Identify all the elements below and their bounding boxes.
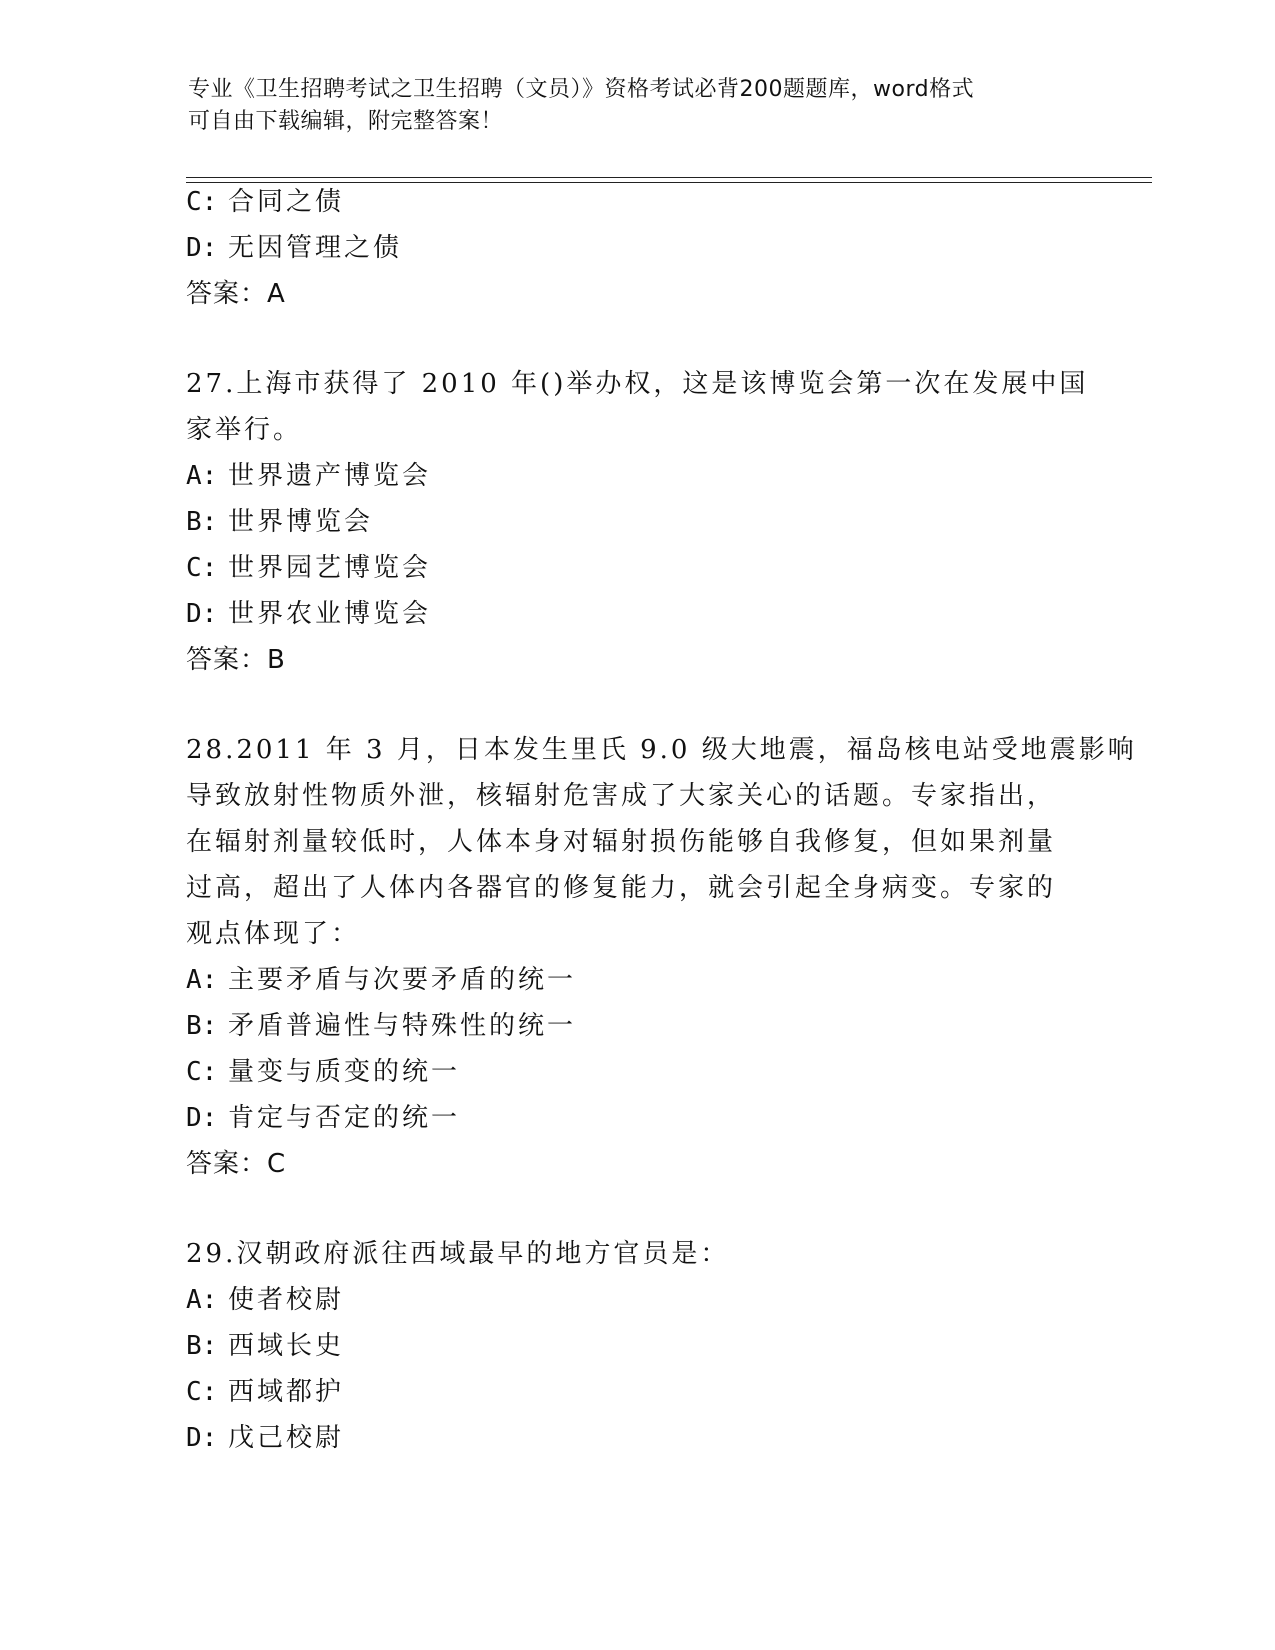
question-text-line: 过高，超出了人体内各器官的修复能力，就会引起全身病变。专家的	[186, 873, 1057, 903]
option-letter: C:	[186, 187, 218, 217]
option-letter: B:	[186, 1331, 218, 1361]
option-letter: C:	[186, 1377, 218, 1407]
option-c	[186, 545, 1086, 591]
spacer	[186, 683, 1086, 727]
option-text: 量变与质变的统一	[228, 1057, 461, 1087]
option-letter: A:	[186, 965, 218, 995]
option-text: 西域都护	[228, 1377, 345, 1407]
option-letter: C:	[186, 553, 218, 583]
option-a	[186, 453, 1086, 499]
option-letter: B:	[186, 1011, 218, 1041]
option-b	[186, 499, 1086, 545]
header-line-1: 专业《卫生招聘考试之卫生招聘（文员）》资格考试必背200题题库，word格式	[188, 77, 975, 102]
option-letter: C:	[186, 1057, 218, 1087]
option-b	[186, 1003, 1086, 1049]
option-text: 肯定与否定的统一	[228, 1103, 461, 1133]
spacer	[186, 317, 1086, 361]
option-d	[186, 591, 1086, 637]
option-text: 无因管理之债	[228, 233, 403, 263]
option-text: 戊己校尉	[228, 1423, 345, 1453]
option-letter: D:	[186, 1103, 218, 1133]
answer-line: 答案：C	[186, 1149, 287, 1179]
question-29	[186, 1231, 1086, 1461]
option-letter: D:	[186, 1423, 218, 1453]
option-a	[186, 1277, 1086, 1323]
option-text: 主要矛盾与次要矛盾的统一	[228, 965, 577, 995]
option-text: 世界园艺博览会	[228, 553, 432, 583]
answer-line: 答案：A	[186, 279, 286, 309]
question-text-line: 在辐射剂量较低时，人体本身对辐射损伤能够自我修复，但如果剂量	[186, 827, 1057, 857]
option-text: 世界遗产博览会	[228, 461, 432, 491]
question-text-line: 29.汉朝政府派往西域最早的地方官员是：	[186, 1239, 730, 1269]
question-body	[186, 179, 1137, 1461]
option-letter: B:	[186, 507, 218, 537]
option-text: 世界农业博览会	[228, 599, 432, 629]
option-text: 西域长史	[228, 1331, 345, 1361]
answer-line: 答案：B	[186, 645, 286, 675]
option-a	[186, 957, 1086, 1003]
question-text-line: 观点体现了：	[186, 919, 361, 949]
option-d	[186, 1095, 1086, 1141]
question-27	[186, 361, 1089, 683]
option-d	[186, 225, 1086, 271]
option-c	[186, 1369, 1086, 1415]
option-c	[186, 1049, 1086, 1095]
option-letter: A:	[186, 1285, 218, 1315]
question-text-line: 27.上海市获得了 2010 年()举办权，这是该博览会第一次在发展中国	[186, 369, 1089, 399]
question-text-line: 28.2011 年 3 月，日本发生里氏 9.0 级大地震，福岛核电站受地震影响	[186, 735, 1137, 765]
option-letter: A:	[186, 461, 218, 491]
question-text-line: 家举行。	[186, 415, 303, 445]
option-text: 使者校尉	[228, 1285, 345, 1315]
option-text: 世界博览会	[228, 507, 374, 537]
header-line-2: 可自由下载编辑，附完整答案！	[188, 109, 504, 134]
header-divider-top	[186, 177, 1152, 178]
option-text: 合同之债	[228, 187, 345, 217]
option-c	[186, 179, 1086, 225]
option-b	[186, 1323, 1086, 1369]
question-28	[186, 727, 1137, 1187]
spacer	[186, 1187, 1086, 1231]
option-letter: D:	[186, 233, 218, 263]
previous-question	[186, 179, 1086, 317]
option-text: 矛盾普遍性与特殊性的统一	[228, 1011, 577, 1041]
option-d	[186, 1415, 1086, 1461]
option-letter: D:	[186, 599, 218, 629]
document-header	[188, 74, 1088, 138]
question-text-line: 导致放射性物质外泄，核辐射危害成了大家关心的话题。专家指出，	[186, 781, 1057, 811]
